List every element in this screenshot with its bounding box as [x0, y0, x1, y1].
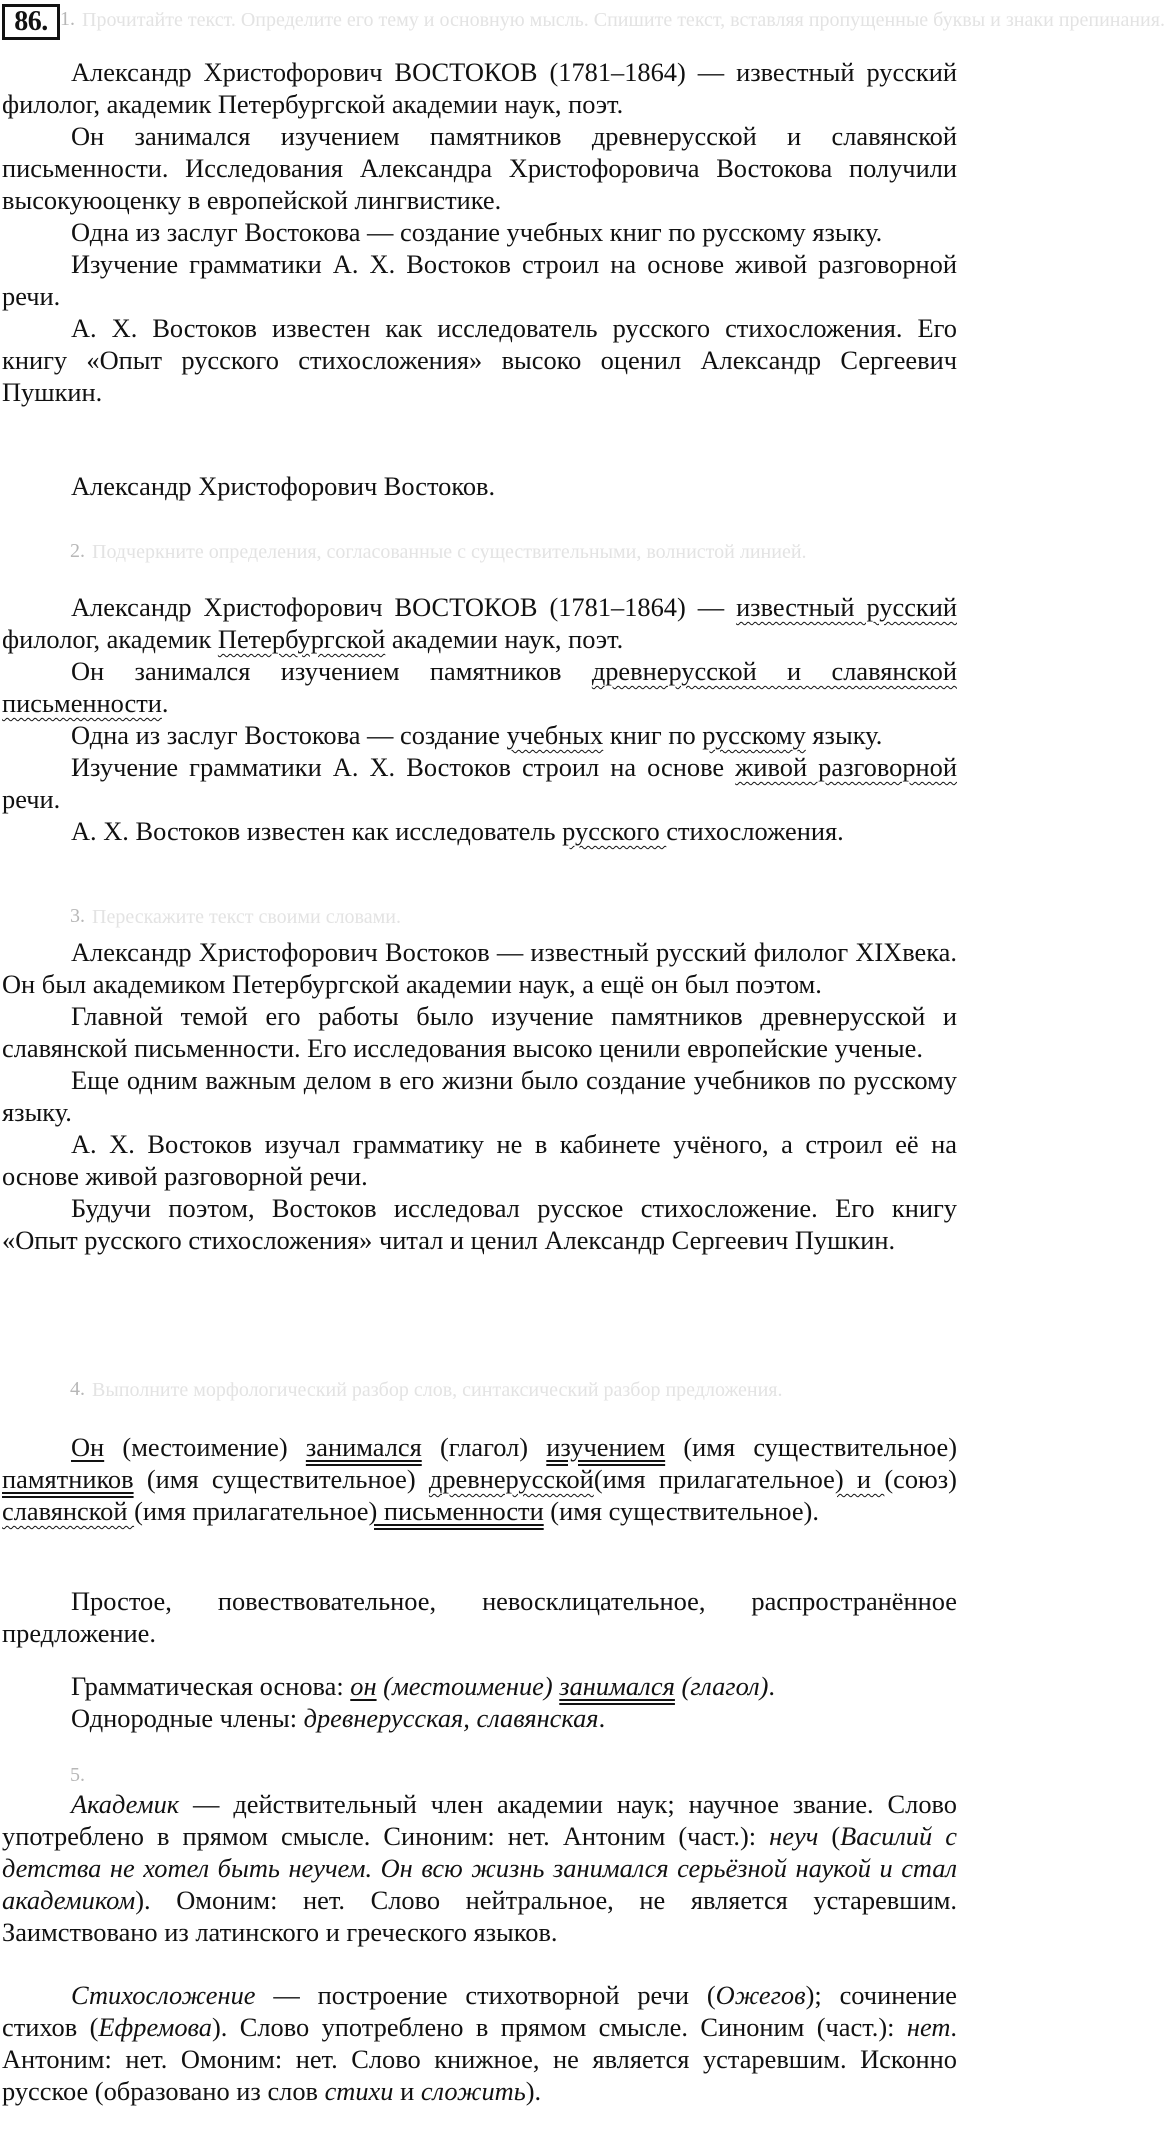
wavy-underline: известный русский — [736, 592, 957, 622]
wavy-underline: ) и — [834, 1464, 885, 1494]
paragraph: Он занимался изучением памятников древнерусской и славянской письменности. Исследования Александра Христофоровича Востокова получили высокуюоценку в европейской лингвистике. — [2, 121, 957, 215]
section-5-academic — [2, 1788, 957, 1948]
paragraph: Главной темой его работы было изучение памятников древнерусской и славянской письменности. Его исследования высоко ценили европейские ученые. — [2, 1001, 957, 1063]
paragraph: А. Х. Востоков известен как исследователь русского стихосложения. — [71, 816, 844, 846]
section-1-text — [2, 56, 957, 408]
wavy-underline: учебных — [506, 720, 604, 750]
wavy-underline: русского — [562, 816, 667, 846]
section-4-analysis — [2, 1670, 957, 1734]
wavy-underline: живой разговорной — [735, 752, 957, 782]
subject-underline: Он — [71, 1432, 105, 1462]
exercise-number: 86. — [2, 4, 60, 40]
paragraph: А. Х. Востоков известен как исследователь русского стихосложения. Его книгу «Опыт русского стихосложения» высоко оценил Александр Сергеевич Пушкин. — [2, 313, 957, 407]
subject-underline: он — [350, 1671, 377, 1701]
section-4-faint-header: Выполните морфологический разбор слов, синтаксический разбор предложения. — [92, 1379, 783, 1401]
predicate-underline: занимался — [559, 1671, 675, 1701]
section-1-faint-header: Прочитайте текст. Определите его тему и основную мысль. Спишите текст, вставляя пропущенные буквы и знаки препинания. — [82, 9, 1165, 31]
basis-line: Грамматическая основа: он (местоимение) занимался (глагол). — [71, 1671, 776, 1701]
section-4-parse — [2, 1431, 957, 1527]
paragraph: Александр Христофорович ВОСТОКОВ (1781–1864) — известный русский филолог, академик Петербургской академии наук, поэт. — [2, 57, 957, 119]
paragraph: Изучение грамматики А. Х. Востоков строил на основе живой разговорной речи. — [2, 249, 957, 311]
section-2-faint-header: Подчеркните определения, согласованные с существительными, волнистой линией. — [92, 541, 807, 563]
paragraph: Академик — действительный член академии наук; научное звание. Слово употреблено в прямом смысле. Синоним: нет. Антоним (част.): неуч (Василий с детства не хотел быть неучем. Он всю жизнь занимался серьёзной наукой и стал академиком). Омоним: нет. Слово нейтральное, не является устаревшим. Заимствовано из латинского и греческого языков. — [2, 1789, 958, 1947]
section-5-number: 5. — [70, 1764, 85, 1786]
predicate-underline: занимался — [305, 1432, 422, 1462]
paragraph: Он (местоимение) занимался (глагол) изучением (имя существительное) памятников (имя существительное) древнерусской(имя прилагательное) и (союз) славянской (имя прилагательное) письменности (имя существительное). — [2, 1432, 957, 1526]
paragraph: Еще одним важным делом в его жизни было создание учебников по русскому языку. — [2, 1065, 957, 1127]
object-underline: изучением — [546, 1432, 666, 1462]
object-underline: ) письменности — [368, 1496, 544, 1526]
section-1-number: 1. — [60, 8, 75, 30]
section-2-text — [2, 591, 957, 847]
section-1-title — [2, 470, 957, 502]
section-3-text — [2, 936, 957, 1256]
section-4-sentence-type — [2, 1585, 957, 1649]
paragraph: Изучение грамматики А. Х. Востоков строил на основе живой разговорной речи. — [2, 752, 957, 814]
section-4-number: 4. — [70, 1378, 85, 1400]
wavy-underline: древнерусской и славянской письменности — [2, 656, 957, 718]
wavy-underline: русскому — [702, 720, 806, 750]
paragraph: Стихосложение — построение стихотворной речи (Ожегов); сочинение стихов (Ефремова). Слово употреблено в прямом смысле. Синоним (част.): нет. Антоним: нет. Омоним: нет. Слово книжное, не является устаревшим. Исконно русское (образовано из слов стихи и сложить). — [2, 1980, 957, 2106]
title-line: Александр Христофорович Востоков. — [71, 471, 496, 501]
section-3-faint-header: Перескажите текст своими словами. — [92, 906, 401, 928]
paragraph: Александр Христофорович ВОСТОКОВ (1781–1864) — известный русский филолог, академик Петербургской академии наук, поэт. — [2, 592, 957, 654]
paragraph: Будучи поэтом, Востоков исследовал русское стихосложение. Его книгу «Опыт русского стихосложения» читал и ценил Александр Сергеевич Пушкин. — [2, 1193, 957, 1255]
wavy-underline: славянской — [2, 1496, 135, 1526]
object-underline: памятников — [2, 1464, 134, 1494]
paragraph: Одна из заслуг Востокова — создание учебных книг по русскому языку. — [71, 720, 883, 750]
section-5-versification — [2, 1979, 957, 2107]
paragraph: Он занимался изучением памятников древнерусской и славянской письменности. — [2, 656, 957, 718]
paragraph: Александр Христофорович Востоков — известный русский филолог XIXвека. Он был академиком Петербургской академии наук, а ещё он был поэтом. — [2, 937, 957, 999]
paragraph: Одна из заслуг Востокова — создание учебных книг по русскому языку. — [71, 217, 883, 247]
homogeneous-line: Однородные члены: древнерусская, славянская. — [71, 1703, 606, 1733]
section-3-number: 3. — [70, 905, 85, 927]
wavy-underline: древнерусской — [428, 1464, 594, 1494]
section-2-number: 2. — [70, 540, 85, 562]
paragraph: Простое, повествовательное, невосклицательное, распространённое предложение. — [2, 1586, 957, 1648]
wavy-underline: Петербургской — [217, 624, 386, 654]
paragraph: А. Х. Востоков изучал грамматику не в кабинете учёного, а строил её на основе живой разговорной речи. — [2, 1129, 957, 1191]
